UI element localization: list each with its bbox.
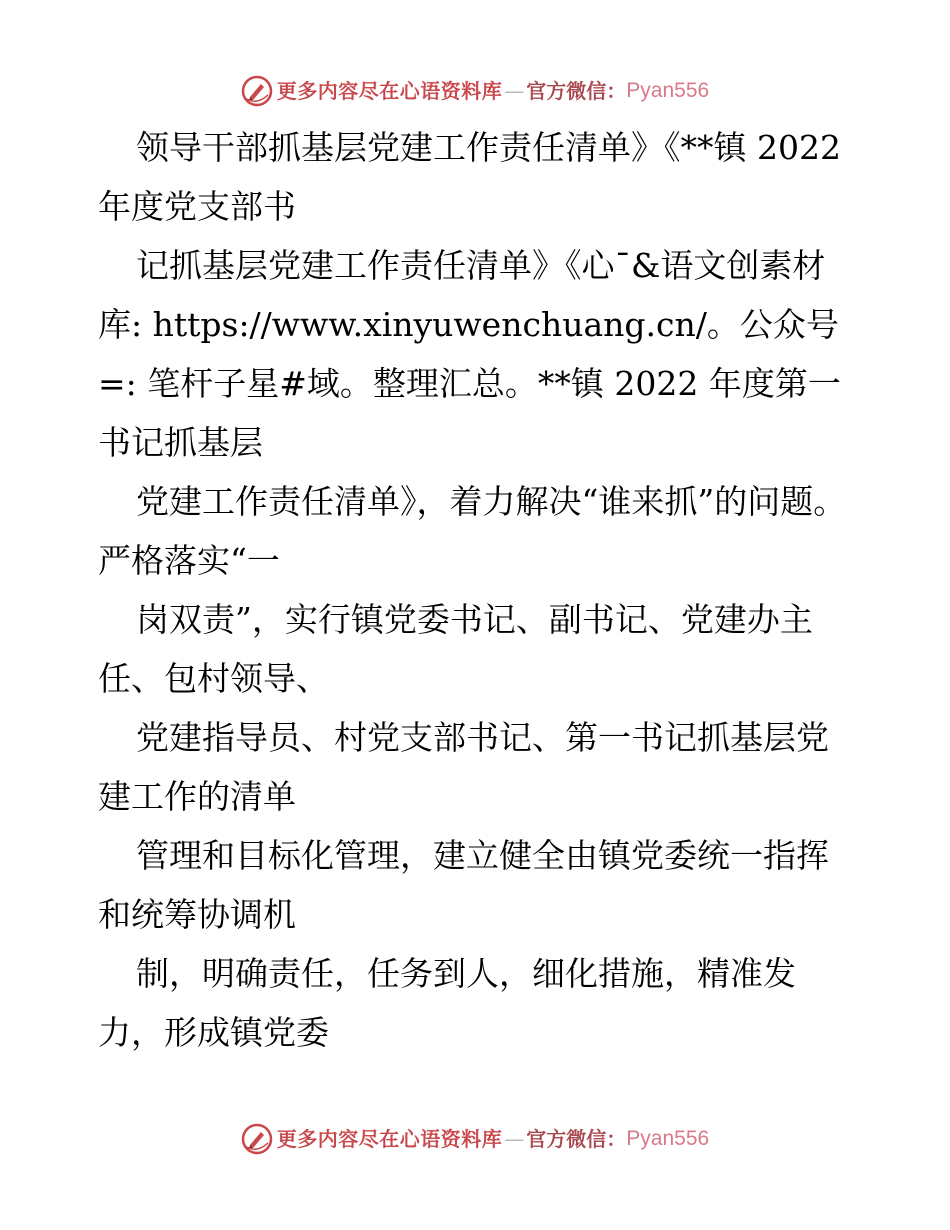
site-name: 更多内容尽在心语资料库 <box>276 79 503 103</box>
wechat-label: 官方微信： <box>526 79 627 103</box>
footer-banner <box>0 1122 950 1156</box>
wechat-id: Pyan556 <box>626 79 710 102</box>
paragraph: 岗双责”，实行镇党委书记、副书记、党建办主任、包村领导、 <box>98 600 813 698</box>
paragraph: 制，明确责任，任务到人，细化措施，精准发力，形成镇党委 <box>98 954 796 1052</box>
pen-logo-icon <box>241 75 273 107</box>
pen-logo-icon <box>241 1123 273 1155</box>
paragraph: 党建工作责任清单》，着力解决“谁来抓”的问题。严格落实“一 <box>98 482 847 580</box>
paragraph: 管理和目标化管理，建立健全由镇党委统一指挥和统筹协调机 <box>98 836 829 934</box>
banner-separator: — <box>504 1127 525 1151</box>
header-banner <box>0 74 950 108</box>
wechat-label: 官方微信： <box>526 1127 627 1151</box>
paragraph: 记抓基层党建工作责任清单》《心¯&语文创素材库: https://www.xinyuwenchuang.cn/。公众号=: 笔杆子星#域。整理汇总。**镇 2022 年度第一书记抓基层 <box>98 246 841 462</box>
document-body <box>98 118 858 1062</box>
wechat-id: Pyan556 <box>626 1127 710 1150</box>
paragraph: 领导干部抓基层党建工作责任清单》《**镇 2022 年度党支部书 <box>98 128 852 226</box>
paragraph: 党建指导员、村党支部书记、第一书记抓基层党建工作的清单 <box>98 718 829 816</box>
site-name: 更多内容尽在心语资料库 <box>276 1127 503 1151</box>
banner-separator: — <box>504 79 525 103</box>
